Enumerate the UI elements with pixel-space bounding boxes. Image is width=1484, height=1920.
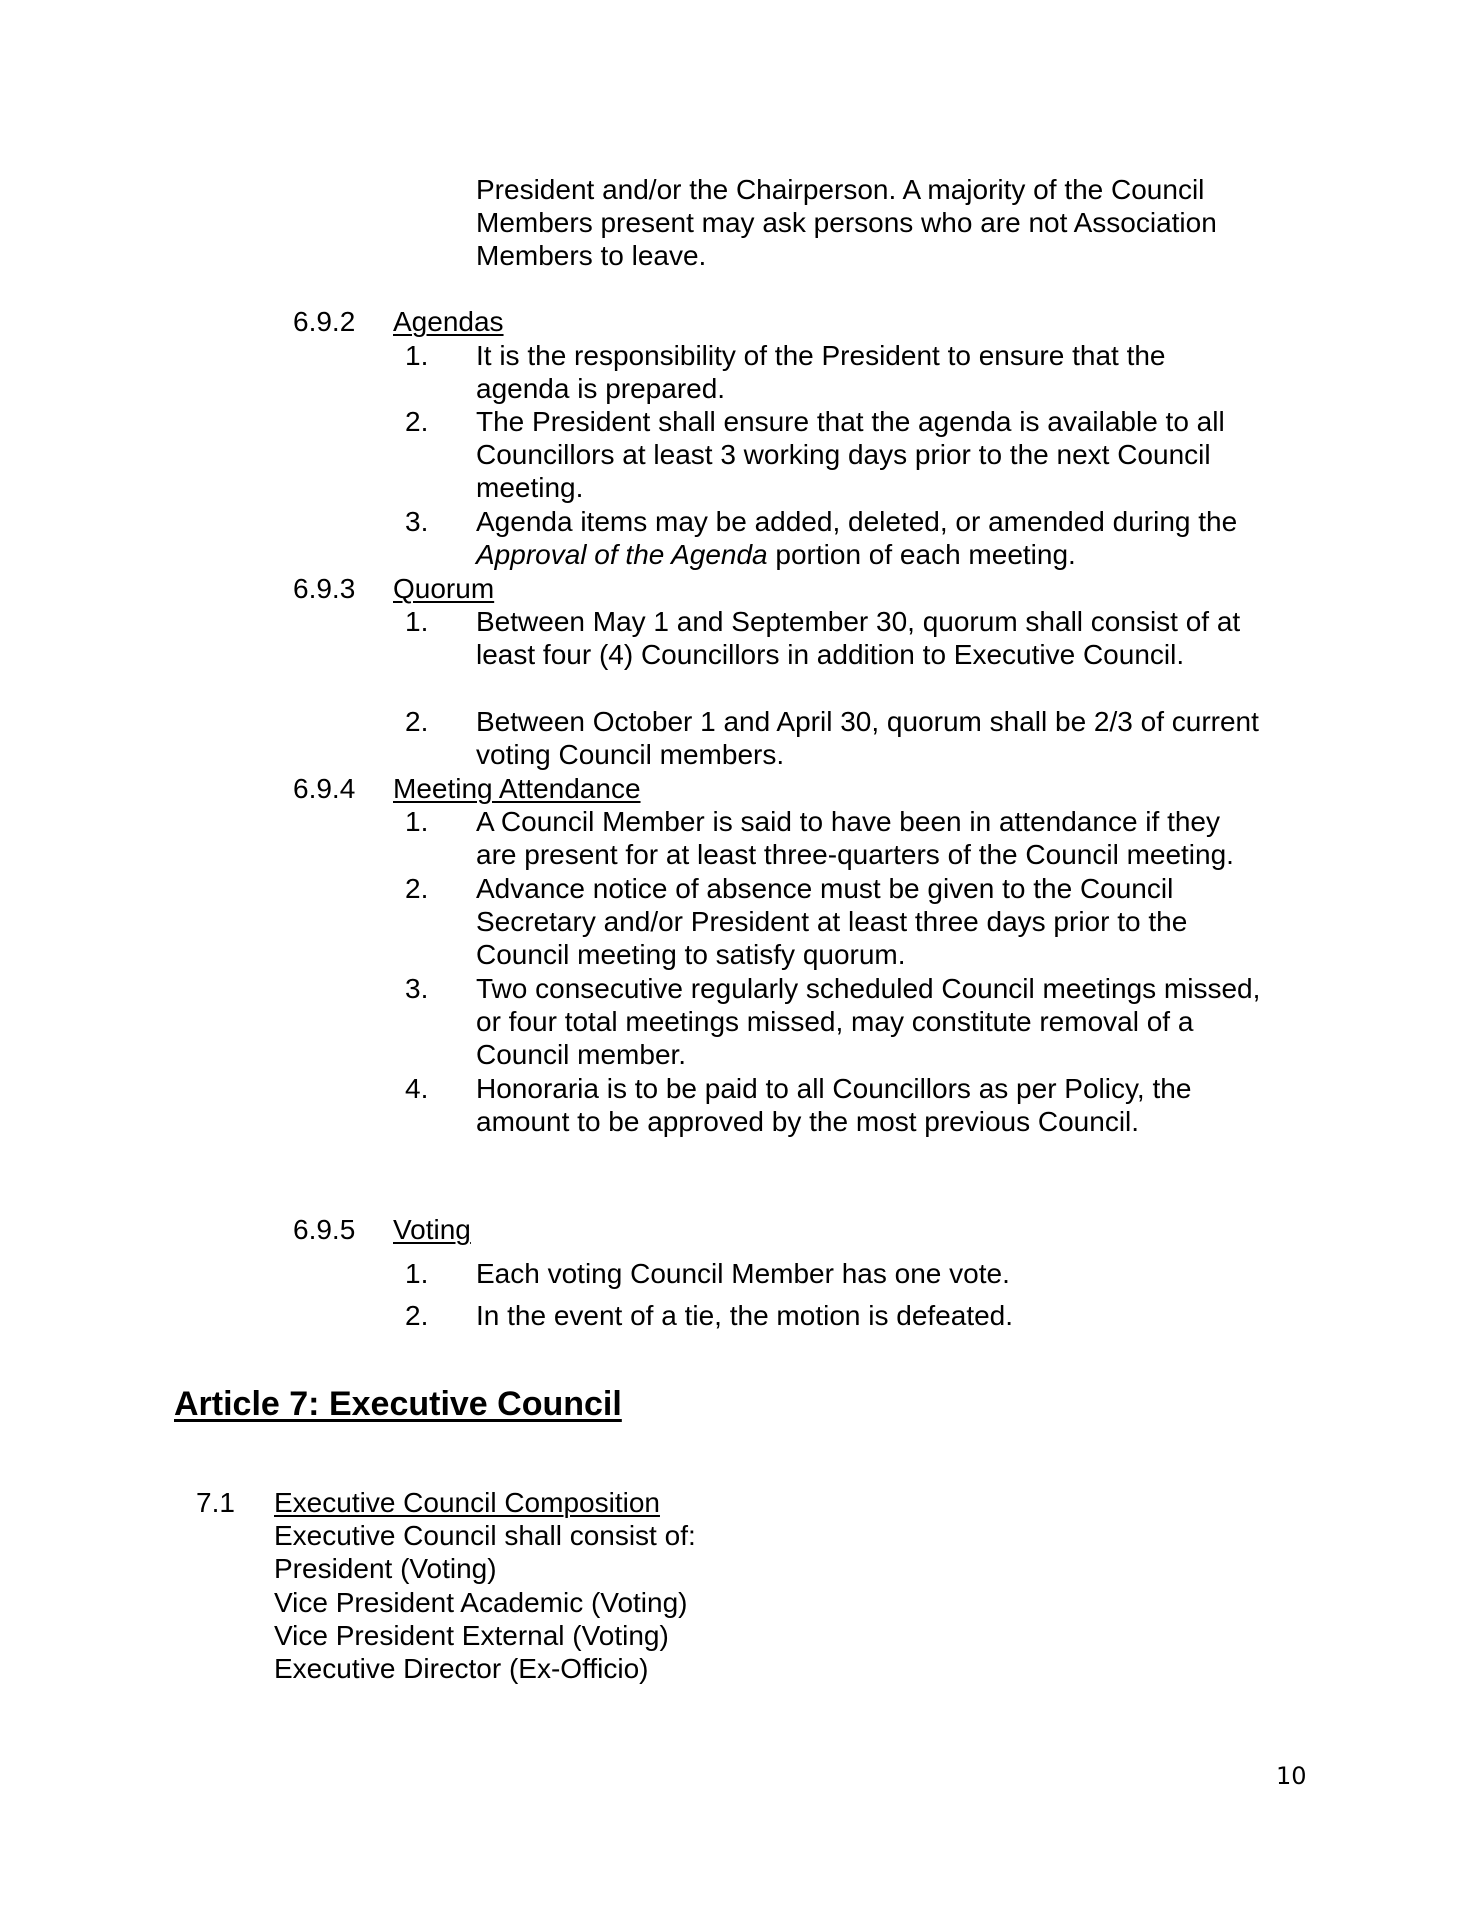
intro-line-3: Members to leave. xyxy=(476,240,707,271)
attendance-item-4-line-1: Honoraria is to be paid to all Councillors as per Policy, the xyxy=(476,1073,1192,1104)
intro-line-2: Members present may ask persons who are not Association xyxy=(476,207,1217,238)
attendance-item-2-line-3: Council meeting to satisfy quorum. xyxy=(476,939,906,970)
attendance-item-1-line-2: are present for at least three-quarters of the Council meeting. xyxy=(476,839,1234,870)
section-number-7-1: 7.1 xyxy=(196,1487,235,1518)
agendas-item-2-line-1: The President shall ensure that the agenda is available to all xyxy=(476,406,1225,437)
quorum-item-1-line-1: Between May 1 and September 30, quorum shall consist of at xyxy=(476,606,1241,637)
article-7-heading: Article 7: Executive Council xyxy=(174,1385,622,1423)
attendance-item-1-number: 1. xyxy=(405,806,429,837)
attendance-item-1-line-1: A Council Member is said to have been in attendance if they xyxy=(476,806,1220,837)
section-title-executive-council-composition: Executive Council Composition xyxy=(274,1487,660,1518)
quorum-item-2-line-1: Between October 1 and April 30, quorum shall be 2/3 of current xyxy=(476,706,1259,737)
section-title-voting: Voting xyxy=(393,1214,471,1245)
composition-line-3: Vice President Academic (Voting) xyxy=(274,1587,688,1618)
quorum-item-2-number: 2. xyxy=(405,706,429,737)
section-title-meeting-attendance: Meeting Attendance xyxy=(393,773,641,804)
agendas-item-3-number: 3. xyxy=(405,506,429,537)
agendas-item-2-number: 2. xyxy=(405,406,429,437)
composition-line-1: Executive Council shall consist of: xyxy=(274,1520,696,1551)
composition-line-2: President (Voting) xyxy=(274,1553,497,1584)
section-number-6-9-4: 6.9.4 xyxy=(293,773,356,804)
attendance-item-2-line-1: Advance notice of absence must be given to the Council xyxy=(476,873,1174,904)
composition-line-4: Vice President External (Voting) xyxy=(274,1620,669,1651)
agendas-item-3-rest: portion of each meeting. xyxy=(767,539,1076,570)
section-number-6-9-3: 6.9.3 xyxy=(293,573,356,604)
agendas-item-3-line-2 xyxy=(476,538,1076,572)
quorum-item-1-line-2: least four (4) Councillors in addition to Executive Council. xyxy=(476,639,1185,670)
attendance-item-2-number: 2. xyxy=(405,873,429,904)
intro-line-1: President and/or the Chairperson. A majority of the Council xyxy=(476,174,1205,205)
agendas-item-3-italic: Approval of the Agenda xyxy=(476,539,768,570)
agendas-item-2-line-2: Councillors at least 3 working days prior to the next Council xyxy=(476,439,1211,470)
agendas-item-1-line-1: It is the responsibility of the President to ensure that the xyxy=(476,340,1166,371)
voting-item-2-number: 2. xyxy=(405,1300,429,1331)
attendance-item-4-number: 4. xyxy=(405,1073,429,1104)
page-number: 10 xyxy=(1276,1762,1307,1790)
voting-item-1-number: 1. xyxy=(405,1258,429,1289)
section-title-agendas: Agendas xyxy=(393,306,504,337)
agendas-item-1-line-2: agenda is prepared. xyxy=(476,373,726,404)
quorum-item-2-line-2: voting Council members. xyxy=(476,739,785,770)
section-title-quorum: Quorum xyxy=(393,573,495,604)
section-number-6-9-2: 6.9.2 xyxy=(293,306,356,337)
attendance-item-3-number: 3. xyxy=(405,973,429,1004)
composition-line-5: Executive Director (Ex-Officio) xyxy=(274,1653,649,1684)
attendance-item-2-line-2: Secretary and/or President at least three days prior to the xyxy=(476,906,1188,937)
voting-item-1-line-1: Each voting Council Member has one vote. xyxy=(476,1258,1010,1289)
attendance-item-3-line-3: Council member. xyxy=(476,1039,687,1070)
attendance-item-4-line-2: amount to be approved by the most previous Council. xyxy=(476,1106,1140,1137)
voting-item-2-line-1: In the event of a tie, the motion is defeated. xyxy=(476,1300,1014,1331)
quorum-item-1-number: 1. xyxy=(405,606,429,637)
attendance-item-3-line-2: or four total meetings missed, may constitute removal of a xyxy=(476,1006,1194,1037)
agendas-item-2-line-3: meeting. xyxy=(476,472,584,503)
section-number-6-9-5: 6.9.5 xyxy=(293,1214,356,1245)
agendas-item-3-line-1: Agenda items may be added, deleted, or amended during the xyxy=(476,506,1238,537)
agendas-item-1-number: 1. xyxy=(405,340,429,371)
attendance-item-3-line-1: Two consecutive regularly scheduled Council meetings missed, xyxy=(476,973,1261,1004)
